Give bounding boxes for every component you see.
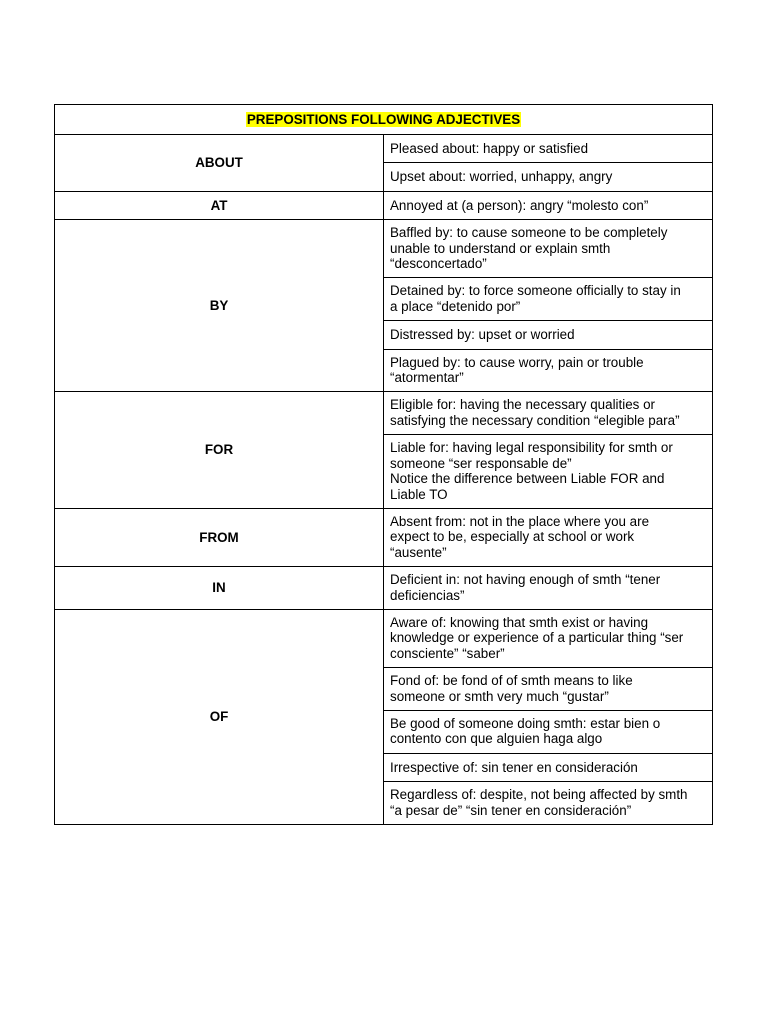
definition-line: consciente” “saber” bbox=[390, 645, 505, 661]
definition-cell bbox=[384, 163, 713, 191]
preposition-cell: ABOUT bbox=[55, 135, 384, 192]
definition-cell bbox=[384, 392, 713, 435]
definition-line: “ausente” bbox=[390, 544, 447, 560]
definition-cell bbox=[384, 321, 713, 349]
definition-cell bbox=[384, 567, 713, 610]
definition-line: Deficient in: not having enough of smth “tener bbox=[390, 572, 661, 588]
definition-line: expect to be, especially at school or work bbox=[390, 529, 635, 545]
definition-line: Upset about: worried, unhappy, angry bbox=[390, 169, 613, 185]
table-body bbox=[55, 135, 713, 825]
definition-cell bbox=[384, 710, 713, 753]
title-cell bbox=[55, 105, 713, 135]
title-row bbox=[55, 105, 713, 135]
table-row bbox=[55, 191, 713, 219]
definition-cell bbox=[384, 435, 713, 509]
definition-cell bbox=[384, 278, 713, 321]
preposition-cell: FROM bbox=[55, 508, 384, 566]
definition-line: Distressed by: upset or worried bbox=[390, 327, 575, 343]
table-row bbox=[55, 392, 713, 435]
definition-line: Baffled by: to cause someone to be completely bbox=[390, 225, 668, 241]
definition-line: Absent from: not in the place where you are bbox=[390, 513, 650, 529]
table-row bbox=[55, 135, 713, 163]
definition-line: contento con que alguien haga algo bbox=[390, 731, 603, 747]
table-row bbox=[55, 508, 713, 566]
definition-line: Eligible for: having the necessary qualities or bbox=[390, 397, 655, 413]
definition-line: Fond of: be fond of of smth means to like bbox=[390, 673, 633, 689]
definition-cell bbox=[384, 135, 713, 163]
definition-line: Aware of: knowing that smth exist or having bbox=[390, 614, 649, 630]
preposition-cell: BY bbox=[55, 220, 384, 392]
definition-cell bbox=[384, 782, 713, 825]
definition-line: “atormentar” bbox=[390, 370, 464, 386]
definition-line: “a pesar de” “sin tener en consideración” bbox=[390, 802, 632, 818]
definition-line: Liable for: having legal responsibility for smth or bbox=[390, 440, 673, 456]
definition-cell bbox=[384, 191, 713, 219]
definition-line: deficiencias” bbox=[390, 587, 465, 603]
definition-cell bbox=[384, 609, 713, 667]
definition-line: satisfying the necessary condition “elegible para” bbox=[390, 412, 680, 428]
definition-line: Annoyed at (a person): angry “molesto con” bbox=[390, 197, 649, 213]
table-title: PREPOSITIONS FOLLOWING ADJECTIVES bbox=[246, 111, 521, 127]
definition-line: Plagued by: to cause worry, pain or trouble bbox=[390, 354, 644, 370]
preposition-cell: FOR bbox=[55, 392, 384, 508]
definition-cell bbox=[384, 349, 713, 392]
definition-line: “desconcertado” bbox=[390, 256, 487, 272]
definition-cell bbox=[384, 668, 713, 711]
definition-line: someone “ser responsable de” bbox=[390, 455, 572, 471]
definition-line: unable to understand or explain smth bbox=[390, 240, 611, 256]
definition-cell bbox=[384, 753, 713, 781]
definition-line: Notice the difference between Liable FOR and bbox=[390, 471, 665, 487]
preposition-cell: IN bbox=[55, 567, 384, 610]
definition-line: knowledge or experience of a particular thing “ser bbox=[390, 630, 684, 646]
definition-line: someone or smth very much “gustar” bbox=[390, 688, 609, 704]
table-row bbox=[55, 609, 713, 667]
preposition-cell: OF bbox=[55, 609, 384, 824]
definition-line: Liable TO bbox=[390, 486, 448, 502]
definition-line: Be good of someone doing smth: estar bien o bbox=[390, 715, 661, 731]
preposition-cell: AT bbox=[55, 191, 384, 219]
definition-line: a place “detenido por” bbox=[390, 298, 521, 314]
definition-line: Irrespective of: sin tener en consideración bbox=[390, 759, 638, 775]
definition-line: Detained by: to force someone officially to stay in bbox=[390, 283, 681, 299]
definition-cell bbox=[384, 220, 713, 278]
definition-line: Regardless of: despite, not being affected by smth bbox=[390, 787, 688, 803]
table-row bbox=[55, 220, 713, 278]
definition-cell bbox=[384, 508, 713, 566]
definition-line: Pleased about: happy or satisfied bbox=[390, 141, 589, 156]
prepositions-table bbox=[54, 104, 713, 825]
table-row bbox=[55, 567, 713, 610]
